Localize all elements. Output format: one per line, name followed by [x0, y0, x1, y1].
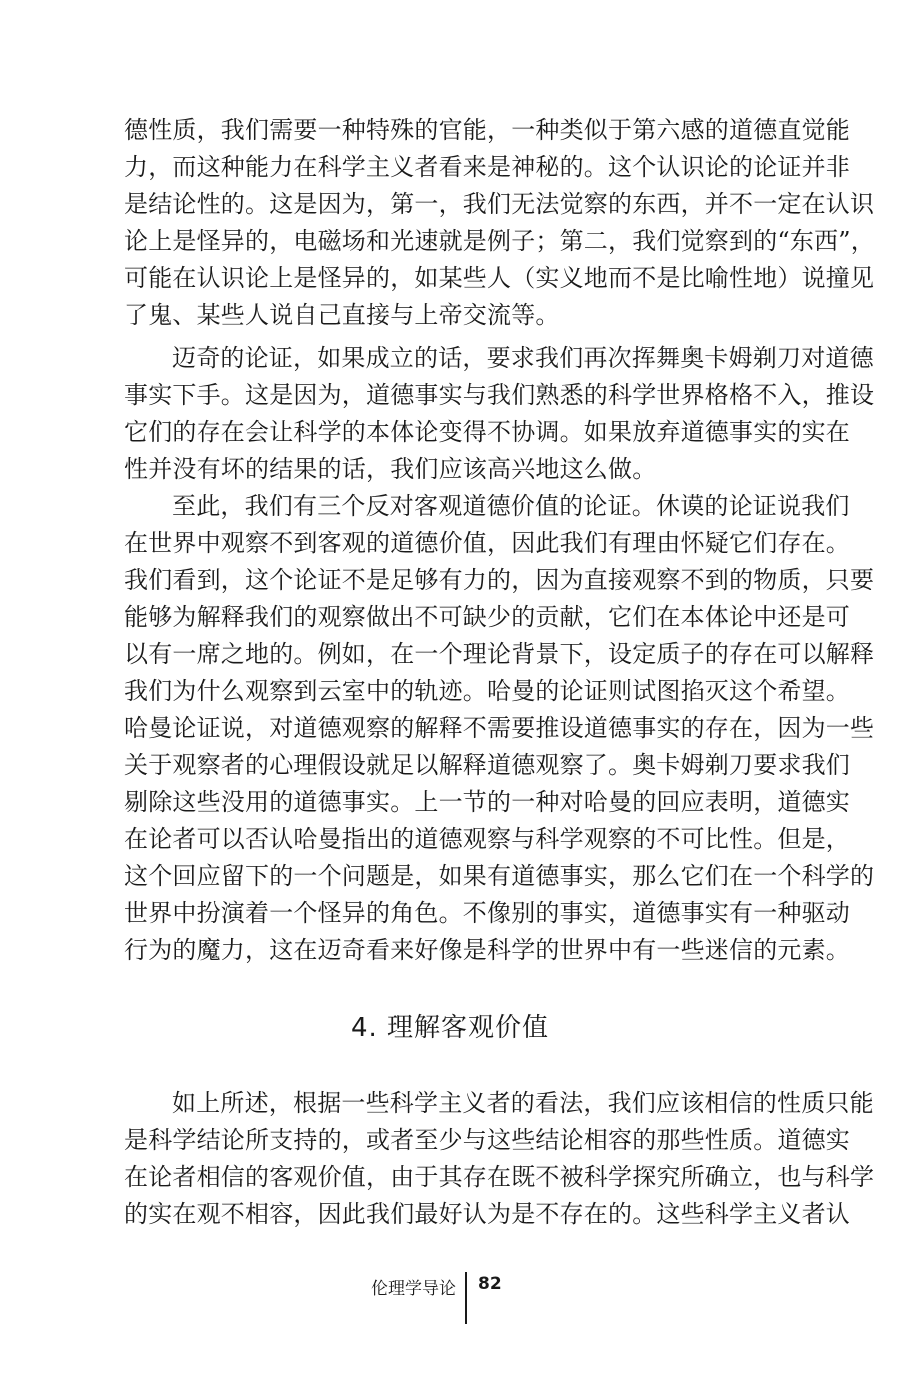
text-line: 行为的魔力，这在迈奇看来好像是科学的世界中有一些迷信的元素。 [124, 936, 850, 964]
text-line: 论上是怪异的，电磁场和光速就是例子；第二，我们觉察到的“东西”， [124, 227, 875, 255]
text-line: 事实下手。这是因为，道德事实与我们熟悉的科学世界格格不入，推设 [124, 381, 875, 409]
text-line: 在论者可以否认哈曼指出的道德观察与科学观察的不可比性。但是， [124, 825, 850, 853]
text-line: 至此，我们有三个反对客观道德价值的论证。休谟的论证说我们 [172, 492, 850, 520]
section-heading: 4. 理解客观价值 [350, 1013, 550, 1043]
text-line: 可能在认识论上是怪异的，如某些人（实义地而不是比喻性地）说撞见 [124, 264, 875, 292]
text-line: 是结论性的。这是因为，第一，我们无法觉察的东西，并不一定在认识 [124, 190, 875, 218]
text-line: 性并没有坏的结果的话，我们应该高兴地这么做。 [124, 455, 657, 483]
text-line: 如上所述，根据一些科学主义者的看法，我们应该相信的性质只能 [172, 1089, 874, 1117]
paragraph-mackie [124, 340, 875, 488]
paragraph-continued [124, 112, 875, 334]
text-line: 世界中扮演着一个怪异的角色。不像别的事实，道德事实有一种驱动 [124, 899, 850, 927]
text-line: 我们看到，这个论证不是足够有力的，因为直接观察不到的物质，只要 [124, 566, 875, 594]
page-number: 82 [478, 1274, 502, 1294]
text-line: 德性质，我们需要一种特殊的官能，一种类似于第六感的道德直觉能 [124, 116, 850, 144]
text-line: 是科学结论所支持的，或者至少与这些结论相容的那些性质。道德实 [124, 1126, 850, 1154]
text-line: 在世界中观察不到客观的道德价值，因此我们有理由怀疑它们存在。 [124, 529, 850, 557]
paragraph-three-arguments [124, 488, 875, 969]
text-line: 了鬼、某些人说自己直接与上帝交流等。 [124, 301, 560, 329]
text-line: 关于观察者的心理假设就足以解释道德观察了。奥卡姆剃刀要求我们 [124, 751, 850, 779]
text-line: 的实在观不相容，因此我们最好认为是不存在的。这些科学主义者认 [124, 1200, 850, 1228]
text-line: 以有一席之地的。例如，在一个理论背景下，设定质子的存在可以解释 [124, 640, 875, 668]
paragraph-understanding-value [124, 1085, 875, 1233]
text-line: 迈奇的论证，如果成立的话，要求我们再次挥舞奥卡姆剃刀对道德 [172, 344, 874, 372]
text-line: 我们为什么观察到云室中的轨迹。哈曼的论证则试图掐灭这个希望。 [124, 677, 850, 705]
text-line: 这个回应留下的一个问题是，如果有道德事实，那么它们在一个科学的 [124, 862, 875, 890]
text-line: 它们的存在会让科学的本体论变得不协调。如果放弃道德事实的实在 [124, 418, 850, 446]
text-line: 能够为解释我们的观察做出不可缺少的贡献，它们在本体论中还是可 [124, 603, 850, 631]
text-line: 剔除这些没用的道德事实。上一节的一种对哈曼的回应表明，道德实 [124, 788, 850, 816]
footer-divider [465, 1272, 467, 1324]
text-line: 在论者相信的客观价值，由于其存在既不被科学探究所确立，也与科学 [124, 1163, 875, 1191]
text-line: 哈曼论证说，对道德观察的解释不需要推设道德事实的存在，因为一些 [124, 714, 875, 742]
page-footer [0, 1268, 900, 1328]
book-title: 伦理学导论 [371, 1279, 456, 1299]
text-line: 力，而这种能力在科学主义者看来是神秘的。这个认识论的论证并非 [124, 153, 850, 181]
